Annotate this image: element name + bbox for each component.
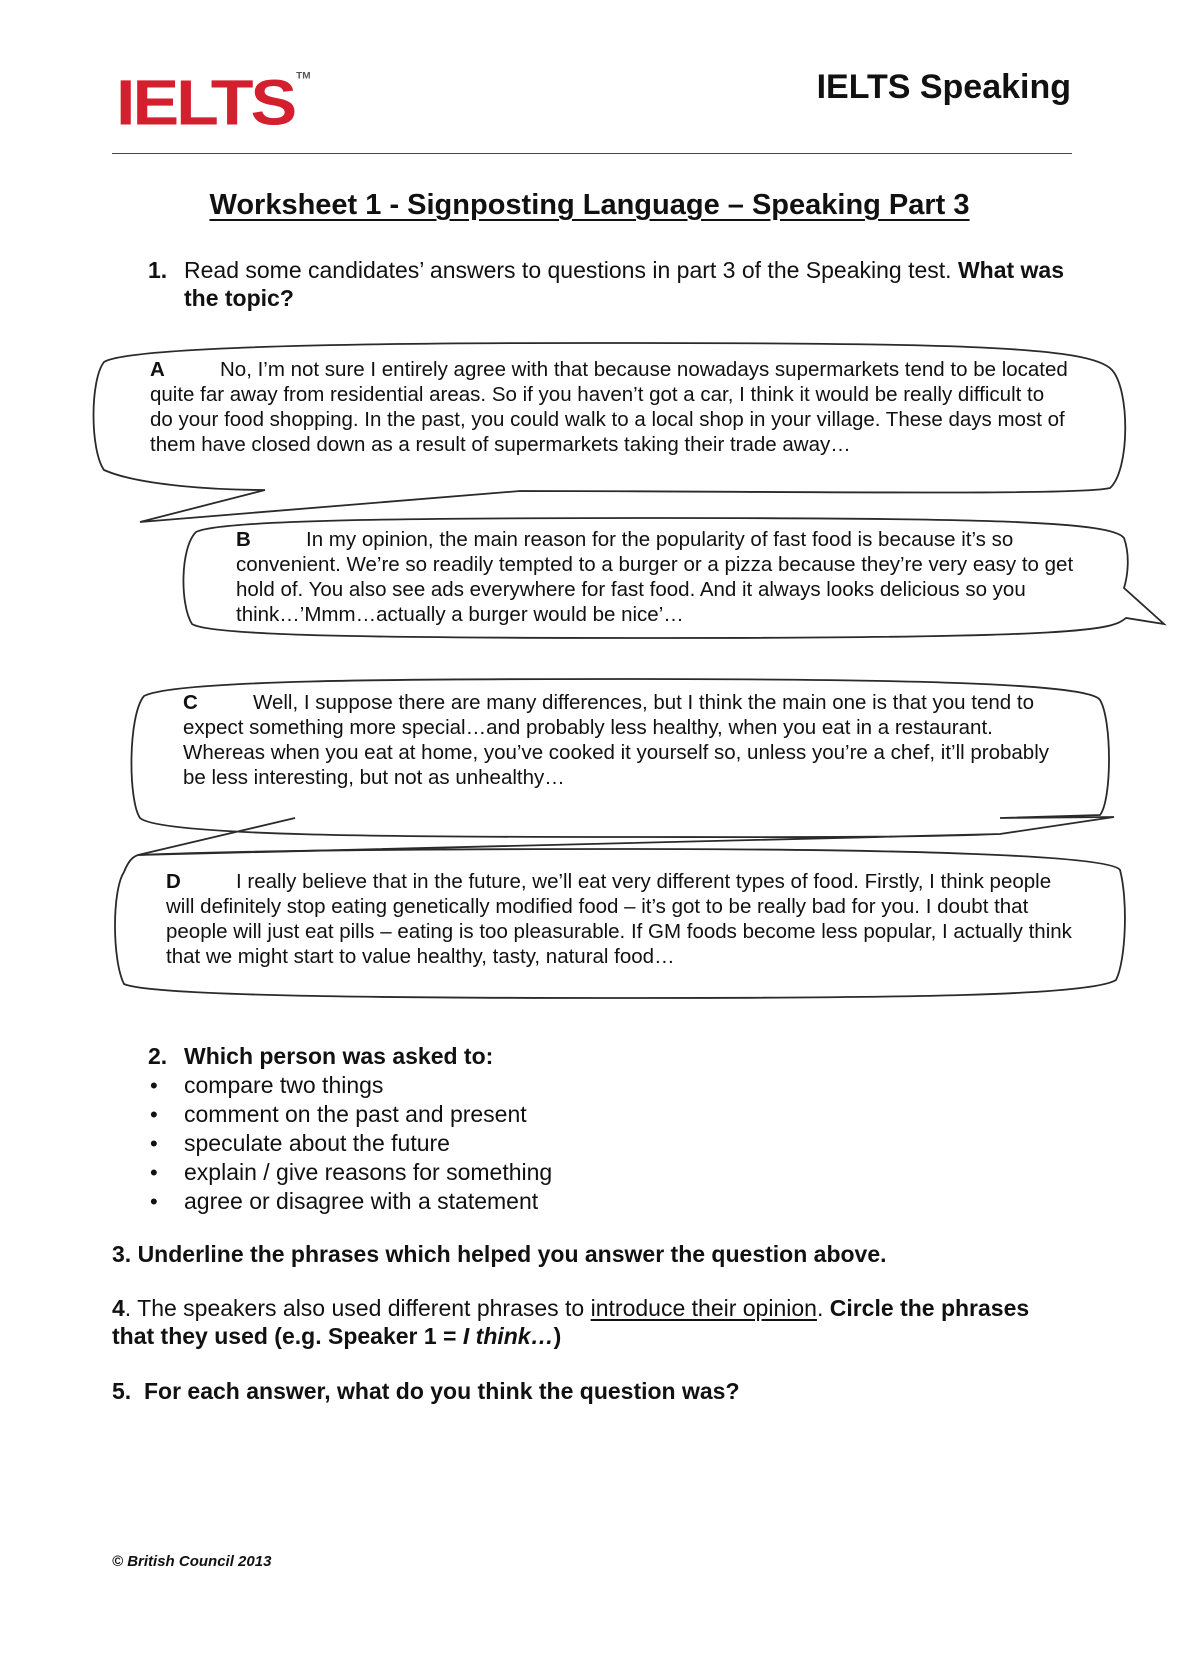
answer-c-text: Well, I suppose there are many differences, but I think the main one is that you tend to expect something more special…and probably less healthy, when you eat in a restaurant. Whereas when you eat at home, you’ve cooked it yourself so, unless you’re a chef, it’ll probably be less interesting, but not as unhealthy… [183,691,1050,789]
question-2-number: 2. [148,1043,168,1069]
list-item: • agree or disagree with a statement [148,1187,552,1216]
question-1-bold: What was the topic? [184,257,1065,311]
question-4-number: 4 [112,1295,125,1321]
question-4-italic: I think… [462,1323,554,1349]
answer-d-text: I really believe that in the future, we’ll eat very different types of food. Firstly, I think people will definitely stop eating genetically modified food – it’s got to be really bad for you. I doubt that people will just eat pills – eating is too pleasurable. If GM foods become less popular, I actually think that we might start to value healthy, tasty, natural food… [166,870,1072,968]
footer-copyright: © British Council 2013 [112,1553,272,1570]
ielts-logo: IELTS ™ [116,66,311,139]
question-4-pre: . The speakers also used different phrases to [124,1295,591,1321]
answer-b [236,527,1086,627]
answer-c [183,690,1063,790]
trademark-mark: TM [296,70,311,82]
question-4-bold: Circle the phrases that they used (e.g. Speaker 1 = [112,1295,1030,1349]
question-2-title: Which person was asked to: [184,1043,494,1069]
answer-a [150,357,1070,457]
question-5 [112,1377,1072,1405]
answer-a-text: No, I’m not sure I entirely agree with that because nowadays supermarkets tend to be located quite far away from residential areas. So if you haven’t got a car, I think it would be really difficult to do your food shopping. In the past, you could walk to a local shop in your village. These days most of them have closed down as a result of supermarkets taking their trade away… [150,358,1068,456]
question-5-number: 5. [112,1378,132,1404]
question-4 [112,1294,1072,1350]
question-4-post: . [816,1295,830,1321]
question-2-list [148,1071,552,1216]
question-5-text: For each answer, what do you think the question was? [143,1378,740,1404]
list-item: • speculate about the future [148,1129,552,1158]
answer-b-text: In my opinion, the main reason for the popularity of fast food is because it’s so convenient. We’re so readily tempted to a burger or a pizza because they’re very easy to get hold of. You also see ads everywhere for fast food. And it always looks delicious so you think…’Mmm…actually a burger would be nice’… [236,528,1074,626]
question-4-underlined: introduce their opinion [590,1295,817,1321]
answer-a-label: A [150,358,165,381]
list-item: • comment on the past and present [148,1100,552,1129]
list-item: • compare two things [148,1071,552,1100]
question-1-text: Read some candidates’ answers to questions in part 3 of the Speaking test. [184,257,958,283]
answer-d-label: D [166,870,181,893]
list-item: • explain / give reasons for something [148,1158,552,1187]
question-1-number: 1. [148,257,168,283]
answer-b-label: B [236,528,251,551]
worksheet-title: Worksheet 1 - Signposting Language – Speaking Part 3 [209,189,970,221]
header-title: IELTS Speaking [816,68,1071,106]
question-4-bold-end: ) [553,1323,562,1349]
question-3: 3. Underline the phrases which helped you answer the question above. [112,1241,887,1267]
answer-c-label: C [183,691,198,714]
answer-d [166,869,1076,969]
